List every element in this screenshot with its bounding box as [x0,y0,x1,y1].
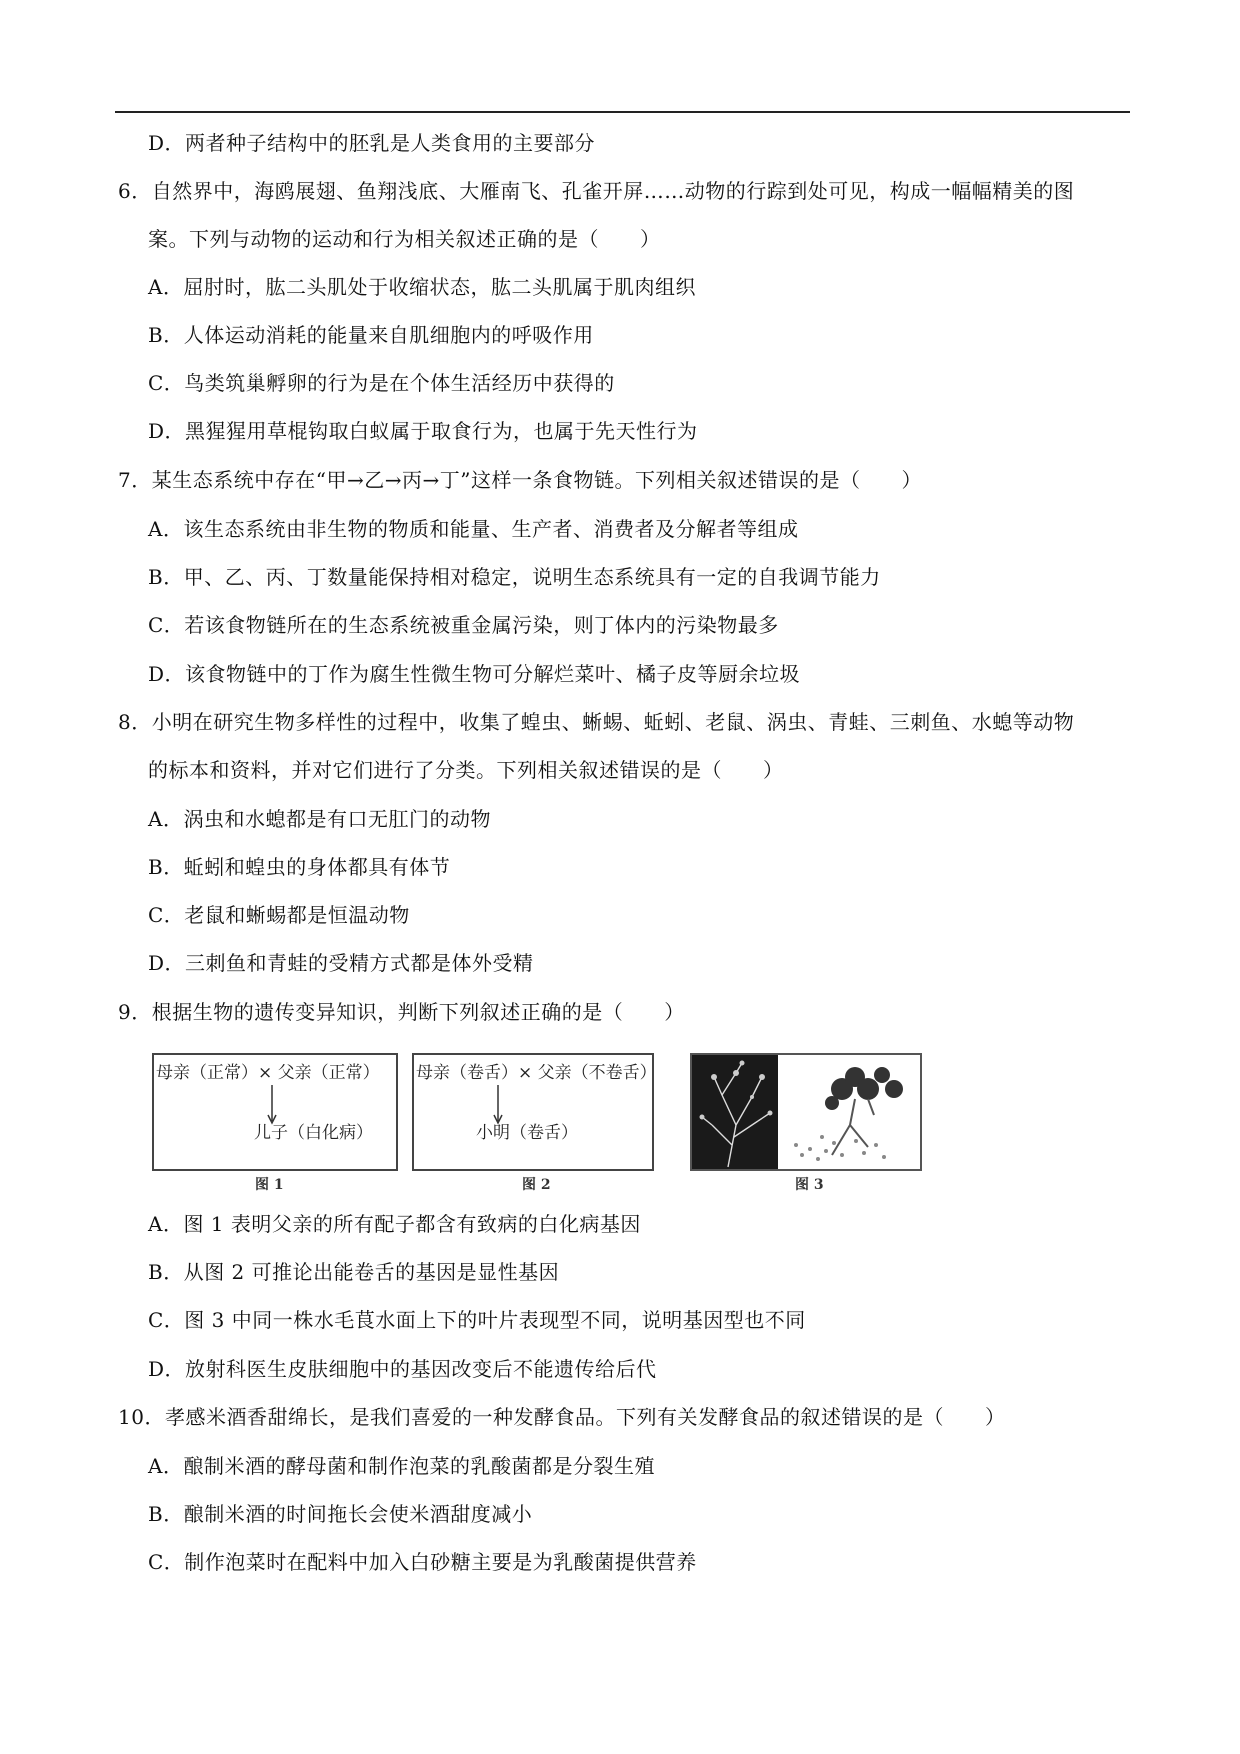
q10-option-b: B．酿制米酒的时间拖长会使米酒甜度减小 [148,1502,533,1526]
q7-option-b: B．甲、乙、丙、丁数量能保持相对稳定，说明生态系统具有一定的自我调节能力 [148,565,881,589]
q8-option-c: C．老鼠和蜥蜴都是恒温动物 [148,903,410,927]
q6-option-c: C．鸟类筑巢孵卵的行为是在个体生活经历中获得的 [148,371,615,395]
q8-option-a: A．涡虫和水螅都是有口无肛门的动物 [148,807,491,831]
figure-1-caption: 图 1 [255,1177,284,1193]
q9-option-a: A．图 1 表明父亲的所有配子都含有致病的白化病基因 [148,1212,641,1236]
q8-stem-line2: 的标本和资料，并对它们进行了分类。下列相关叙述错误的是（ ） [148,758,784,782]
q10-stem: 10．孝感米酒香甜绵长，是我们喜爱的一种发酵食品。下列有关发酵食品的叙述错误的是（ ） [118,1405,1006,1429]
q7-option-c: C．若该食物链所在的生态系统被重金属污染，则丁体内的污染物最多 [148,613,779,637]
q9-option-b: B．从图 2 可推论出能卷舌的基因是显性基因 [148,1260,560,1284]
figure-3 [690,1053,922,1171]
figure-3-caption: 图 3 [795,1177,824,1193]
q7-stem: 7．某生态系统中存在“甲→乙→丙→丁”这样一条食物链。下列相关叙述错误的是（ ） [118,468,922,492]
figure-2-child: 小明（卷舌） [476,1123,578,1143]
q8-option-d: D．三刺鱼和青蛙的受精方式都是体外受精 [148,951,534,975]
figure-2-arrow-icon [492,1085,504,1125]
figure-2 [412,1053,657,1171]
q10-option-c: C．制作泡菜时在配料中加入白砂糖主要是为乳酸菌提供营养 [148,1550,697,1574]
q9-option-c: C．图 3 中同一株水毛茛水面上下的叶片表现型不同，说明基因型也不同 [148,1308,806,1332]
q8-option-b: B．蚯蚓和蝗虫的身体都具有体节 [148,855,451,879]
q10-option-a: A．酿制米酒的酵母菌和制作泡菜的乳酸菌都是分裂生殖 [148,1454,655,1478]
q9-option-d: D．放射科医生皮肤细胞中的基因改变后不能遗传给后代 [148,1357,657,1381]
q5-option-d: D．两者种子结构中的胚乳是人类食用的主要部分 [148,131,596,155]
q6-option-d: D．黑猩猩用草棍钩取白蚁属于取食行为，也属于先天性行为 [148,419,698,443]
header-rule [115,111,1130,113]
q7-option-d: D．该食物链中的丁作为腐生性微生物可分解烂菜叶、橘子皮等厨余垃圾 [148,662,801,686]
figure-2-parents: 母亲（卷舌）× 父亲（不卷舌） [416,1063,657,1083]
figure-1-child: 儿子（白化病） [254,1123,373,1143]
q8-stem-line1: 8．小明在研究生物多样性的过程中，收集了蝗虫、蜥蜴、蚯蚓、老鼠、涡虫、青蛙、三刺鱼、水螅等动物 [118,710,1075,734]
figure-1-arrow-icon [266,1085,278,1125]
figure-2-caption: 图 2 [522,1177,551,1193]
q6-stem-line1: 6．自然界中，海鸥展翅、鱼翔浅底、大雁南飞、孔雀开屏……动物的行踪到处可见，构成一幅幅精美的图 [118,179,1075,203]
q7-option-a: A．该生态系统由非生物的物质和能量、生产者、消费者及分解者等组成 [148,517,799,541]
water-buttercup-illustration [692,1055,920,1169]
q6-option-a: A．屈肘时，肱二头肌处于收缩状态，肱二头肌属于肌肉组织 [148,275,696,299]
figure-1-parents: 母亲（正常）× 父亲（正常） [156,1063,380,1083]
q9-stem: 9．根据生物的遗传变异知识，判断下列叙述正确的是（ ） [118,1000,685,1024]
q6-option-b: B．人体运动消耗的能量来自肌细胞内的呼吸作用 [148,323,594,347]
figure-1 [152,1053,398,1171]
q6-stem-line2: 案。下列与动物的运动和行为相关叙述正确的是（ ） [148,227,661,251]
